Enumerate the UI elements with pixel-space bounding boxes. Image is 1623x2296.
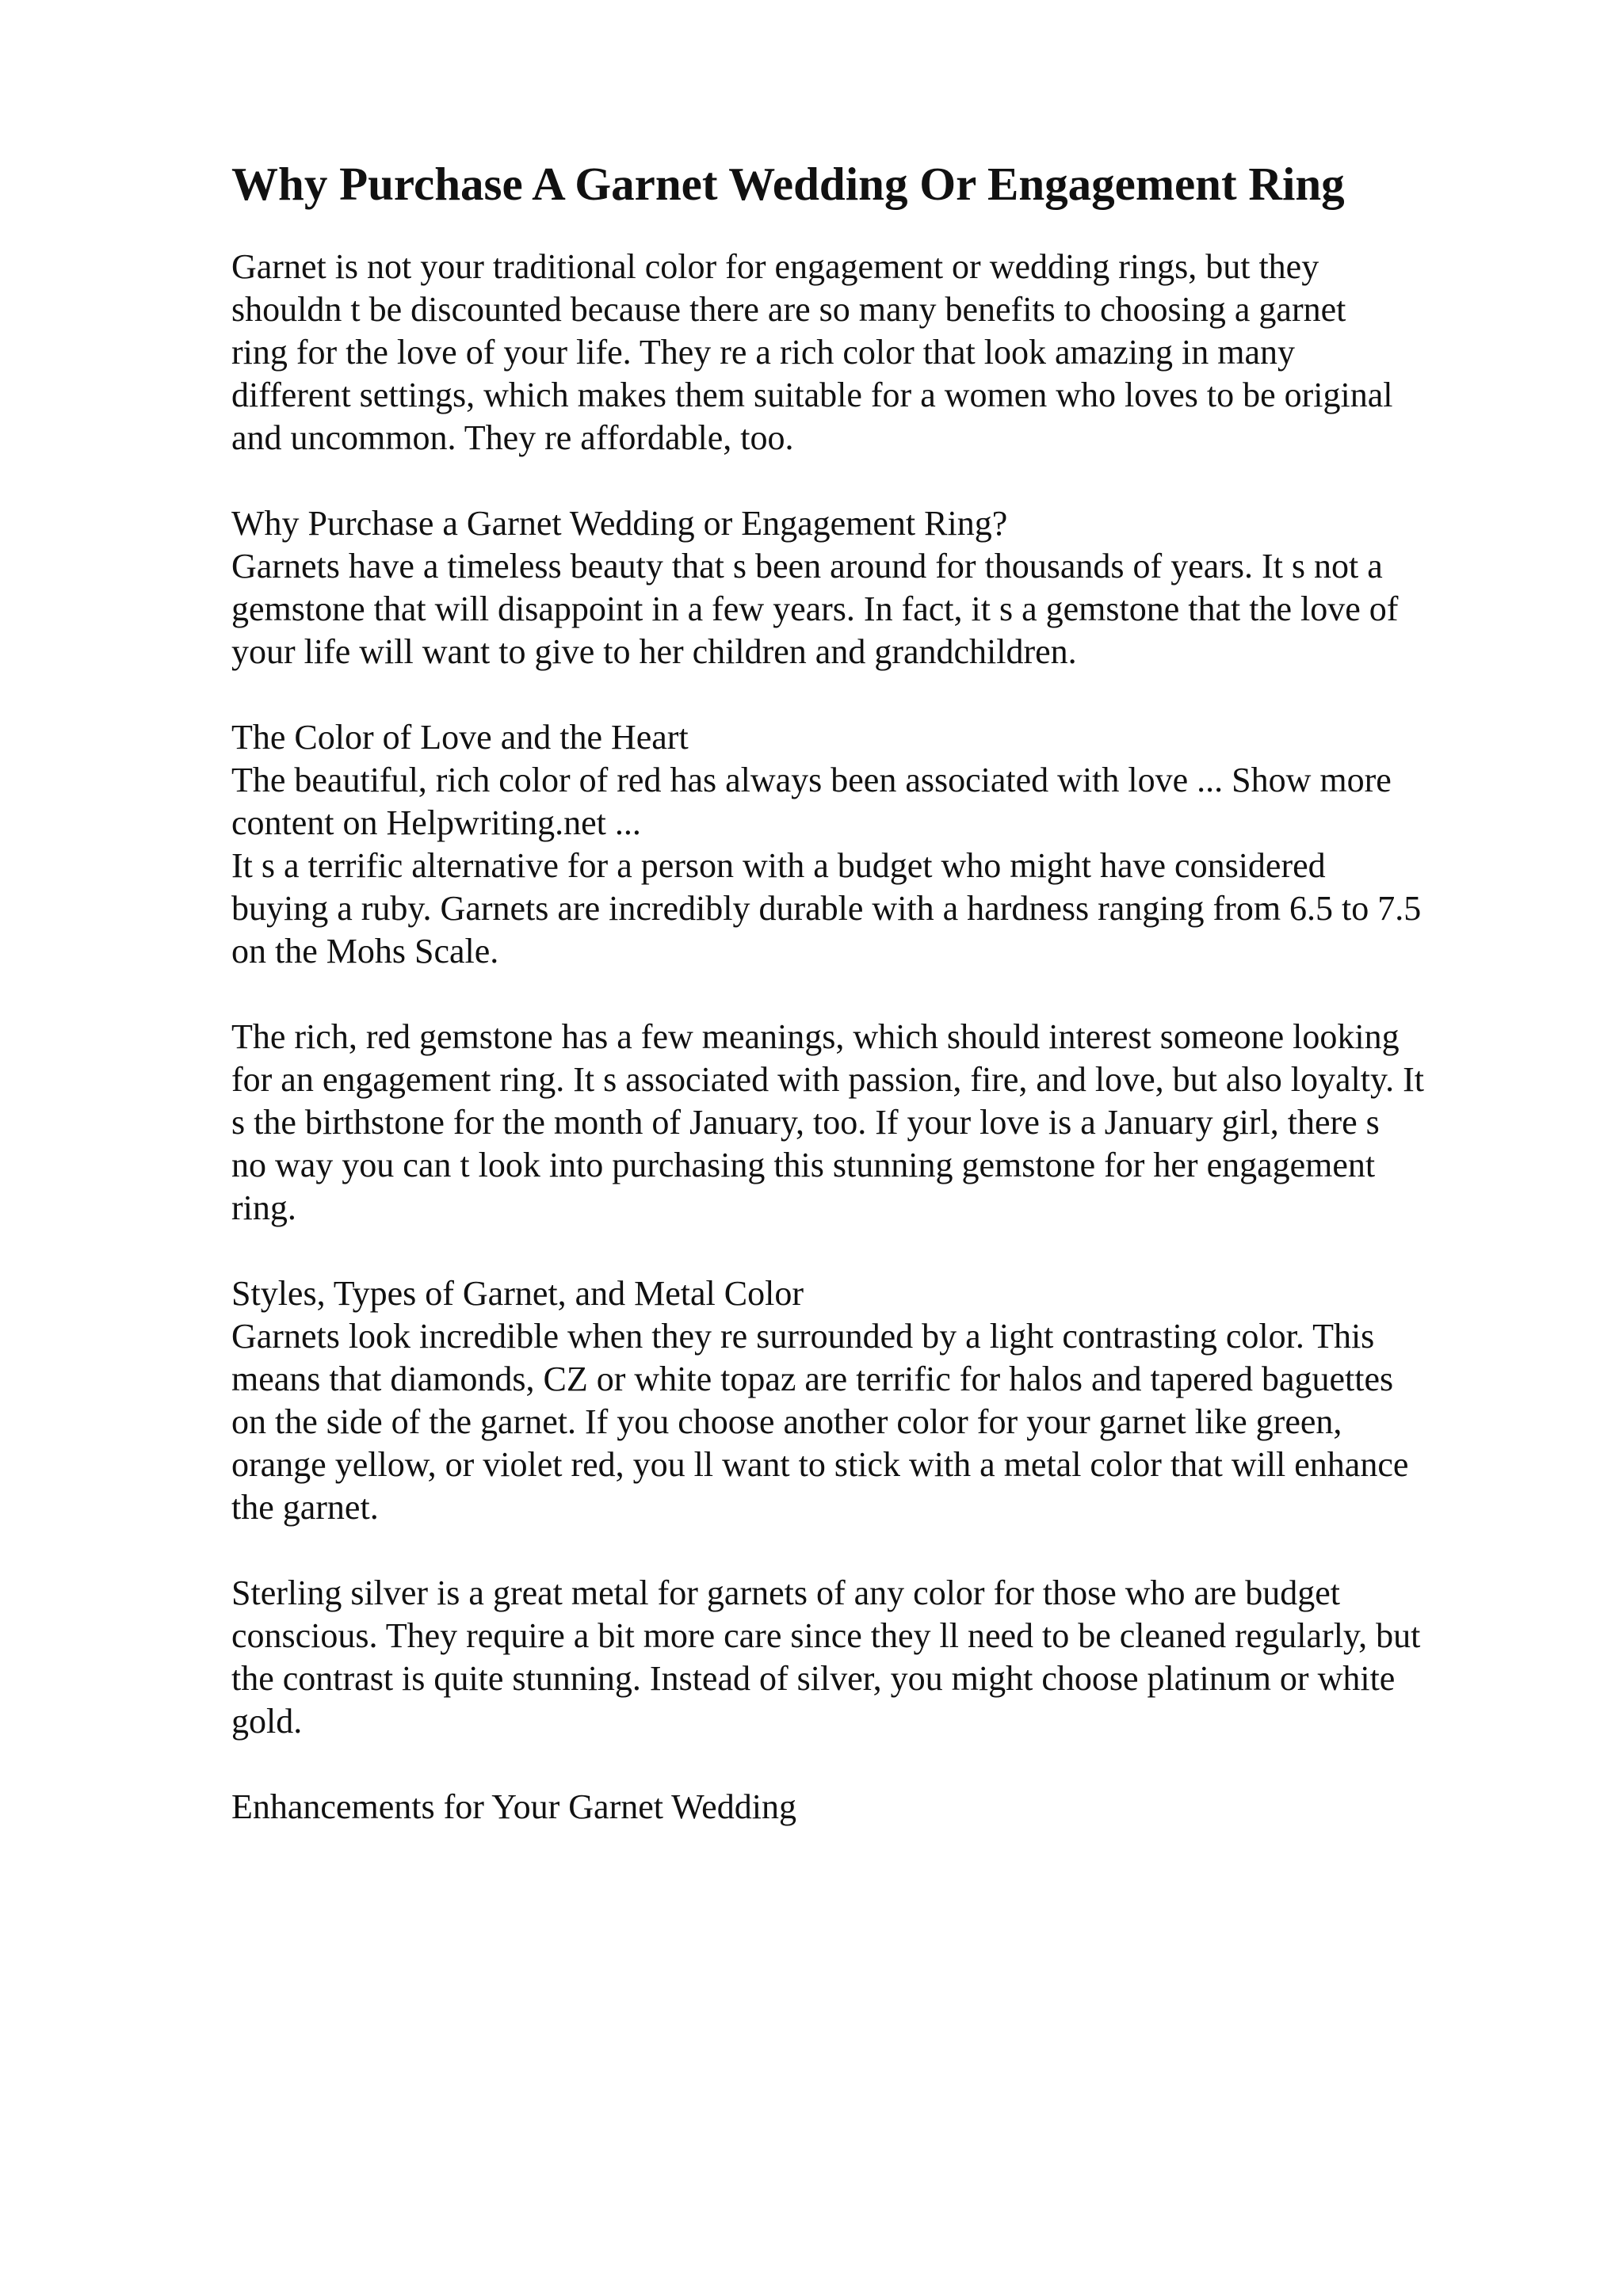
text-line: conscious. They require a bit more care since they ll need to be cleaned regularly, but (231, 1616, 1421, 1655)
text-line: ring. (231, 1188, 296, 1227)
text-line: different settings, which makes them suitable for a women who loves to be original (231, 376, 1393, 414)
text-line: ring for the love of your life. They re a rich color that look amazing in many (231, 333, 1295, 372)
text-line: Sterling silver is a great metal for garnets of any color for those who are budget (231, 1573, 1340, 1612)
paragraph-intro (231, 246, 1515, 460)
paragraph-enhancements (231, 1786, 1515, 1829)
text-line: no way you can t look into purchasing this stunning gemstone for her engagement (231, 1146, 1376, 1184)
text-line: Garnets have a timeless beauty that s been around for thousands of years. It s not a (231, 547, 1383, 585)
paragraph-color-of-love (231, 716, 1515, 973)
text-line: It s a terrific alternative for a person with a budget who might have considered (231, 846, 1326, 885)
text-line: buying a ruby. Garnets are incredibly durable with a hardness ranging from 6.5 to 7.5 (231, 889, 1422, 928)
paragraph-sterling-silver (231, 1572, 1515, 1743)
paragraph-styles (231, 1272, 1515, 1529)
text-line: means that diamonds, CZ or white topaz are terrific for halos and tapered baguettes (231, 1360, 1394, 1398)
text-line: on the side of the garnet. If you choose another color for your garnet like green, (231, 1402, 1342, 1441)
document-body (231, 246, 1515, 1829)
text-line: gold. (231, 1702, 303, 1741)
text-line: and uncommon. They re affordable, too. (231, 418, 794, 457)
text-line: shouldn t be discounted because there are so many benefits to choosing a garnet (231, 290, 1346, 329)
text-line: the garnet. (231, 1488, 379, 1527)
text-line: for an engagement ring. It s associated with passion, fire, and love, but also loyalty. It (231, 1060, 1424, 1099)
text-line: The beautiful, rich color of red has always been associated with love ... Show more (231, 761, 1392, 799)
text-line: your life will want to give to her children and grandchildren. (231, 632, 1077, 671)
text-line: the contrast is quite stunning. Instead of silver, you might choose platinum or white (231, 1659, 1396, 1698)
text-line: orange yellow, or violet red, you ll want to stick with a metal color that will enhance (231, 1445, 1409, 1484)
text-line: content on Helpwriting.net ... (231, 803, 641, 842)
text-line: The rich, red gemstone has a few meanings, which should interest someone looking (231, 1017, 1400, 1056)
section-heading: The Color of Love and the Heart (231, 718, 689, 757)
text-line: s the birthstone for the month of January, too. If your love is a January girl, there s (231, 1103, 1380, 1142)
text-line: on the Mohs Scale. (231, 932, 499, 971)
document-title: Why Purchase A Garnet Wedding Or Engagement Ring (231, 158, 1345, 210)
section-heading: Styles, Types of Garnet, and Metal Color (231, 1274, 804, 1313)
section-heading: Why Purchase a Garnet Wedding or Engagement Ring? (231, 504, 1008, 543)
paragraph-why-purchase (231, 502, 1515, 673)
text-line: gemstone that will disappoint in a few years. In fact, it s a gemstone that the love of (231, 589, 1399, 628)
section-heading: Enhancements for Your Garnet Wedding (231, 1787, 796, 1826)
text-line: Garnet is not your traditional color for engagement or wedding rings, but they (231, 247, 1319, 286)
paragraph-meanings (231, 1016, 1515, 1230)
text-line: Garnets look incredible when they re surrounded by a light contrasting color. This (231, 1317, 1375, 1356)
